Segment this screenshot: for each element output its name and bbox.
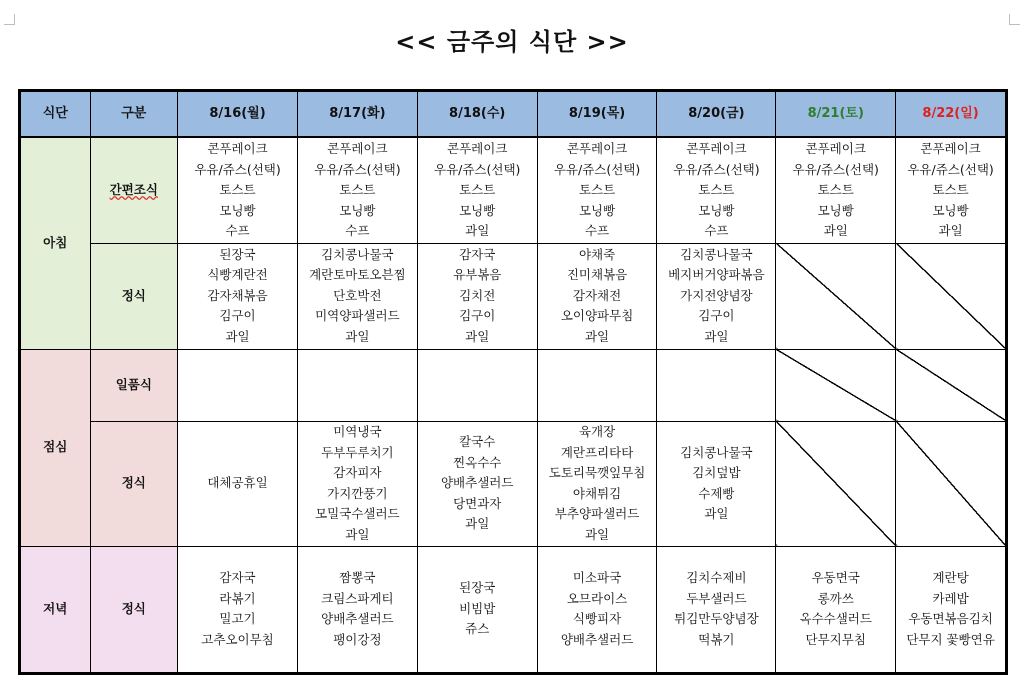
menu-item: 토스트 (219, 182, 256, 197)
menu-item: 고추오이무침 (201, 631, 274, 647)
menu-item: 단무지 꽃빵연유 (906, 631, 995, 647)
menu-item: 진미채볶음 (566, 267, 628, 283)
menu-item: 쥬스 (465, 621, 490, 637)
menu-item: 과일 (465, 516, 490, 532)
menu-cell (297, 137, 417, 243)
menu-item: 옥수수샐러드 (799, 611, 872, 626)
menu-cell (297, 546, 417, 673)
menu-cell (178, 243, 298, 349)
menu-item: 오므라이스 (566, 590, 628, 606)
menu-cell (178, 349, 298, 421)
meal-label-breakfast: 아침 (20, 137, 91, 349)
header-row (20, 91, 1007, 138)
menu-item: 콘푸레이크 (447, 141, 508, 156)
menu-item: 모닝빵 (459, 202, 496, 218)
menu-item: 토스트 (578, 182, 616, 197)
menu-item: 비빔밥 (459, 600, 496, 616)
menu-item: 짬뽕국 (339, 570, 376, 585)
menu-item: 김치덮밥 (692, 465, 741, 480)
menu-item: 감자피자 (333, 465, 382, 480)
menu-item: 크림스파게티 (321, 590, 394, 606)
menu-item: 두부샐러드 (686, 590, 747, 606)
menu-item: 수프 (704, 223, 729, 238)
menu-item: 과일 (704, 506, 729, 521)
menu-item: 감자국 (459, 246, 496, 262)
header-day-fri: 8/20(금) (657, 91, 776, 138)
menu-item: 우유/쥬스(선택) (907, 161, 994, 177)
menu-item: 모밀국수샐러드 (315, 506, 400, 521)
menu-cell (178, 421, 298, 546)
menu-item: 부추양파샐러드 (554, 506, 640, 521)
menu-item: 베지버거양파볶음 (668, 267, 765, 283)
menu-item: 우유/쥬스(선택) (673, 161, 760, 177)
menu-item: 모닝빵 (219, 202, 256, 218)
menu-item: 도토리묵깻잎무침 (548, 465, 646, 480)
empty-slashed-cell (776, 243, 896, 349)
menu-item: 감자채볶음 (207, 287, 268, 303)
lunch-single-row (20, 349, 1007, 421)
menu-item: 콘푸레이크 (207, 141, 268, 156)
menu-item: 대체공휴일 (207, 475, 268, 491)
header-type: 구분 (90, 91, 178, 138)
menu-item: 당면과자 (453, 495, 502, 511)
menu-item: 과일 (225, 328, 250, 344)
menu-item: 과일 (584, 526, 610, 542)
menu-cell (776, 137, 896, 243)
breakfast-regular-row (20, 243, 1007, 349)
menu-item: 찐옥수수 (453, 454, 502, 470)
menu-cell (657, 137, 776, 243)
menu-cell (657, 546, 776, 673)
menu-item: 감자채전 (572, 287, 622, 303)
menu-item: 과일 (704, 328, 729, 344)
menu-cell (297, 243, 417, 349)
menu-cell (417, 546, 537, 673)
menu-cell (417, 243, 537, 349)
empty-slashed-cell (896, 243, 1007, 349)
menu-cell (896, 137, 1007, 243)
menu-item: 김치콩나물국 (680, 246, 753, 262)
menu-item: 콘푸레이크 (566, 141, 628, 156)
menu-item: 미소파국 (572, 570, 622, 585)
menu-item: 콘푸레이크 (920, 141, 981, 156)
menu-item: 콘푸레이크 (805, 141, 866, 156)
menu-item: 모닝빵 (932, 202, 969, 218)
menu-item: 밀고기 (219, 611, 256, 626)
menu-item: 수프 (345, 223, 370, 238)
type-label-regular-lunch: 정식 (90, 421, 178, 546)
menu-item: 과일 (345, 526, 370, 542)
menu-cell (657, 243, 776, 349)
menu-cell (537, 243, 657, 349)
menu-item: 모닝빵 (339, 202, 376, 218)
menu-item: 라볶기 (219, 590, 256, 606)
menu-item: 미역양파샐러드 (315, 308, 400, 324)
menu-item: 과일 (584, 328, 610, 344)
menu-item: 야채튀김 (572, 485, 622, 501)
menu-item: 칼국수 (459, 434, 496, 450)
menu-item: 된장국 (459, 580, 496, 596)
menu-cell (896, 546, 1007, 673)
menu-cell (537, 546, 657, 673)
menu-item: 감자국 (219, 570, 256, 585)
menu-item: 콘푸레이크 (327, 141, 388, 156)
menu-item: 우유/쥬스(선택) (553, 161, 641, 177)
menu-item: 가지깐풍기 (327, 485, 388, 501)
menu-item: 육개장 (578, 424, 616, 439)
menu-item: 우유/쥬스(선택) (792, 161, 879, 177)
menu-item: 양배추샐러드 (321, 611, 394, 626)
menu-cell (297, 349, 417, 421)
type-label-text: 간편조식 (109, 182, 158, 197)
menu-cell (657, 349, 776, 421)
menu-item: 토스트 (459, 182, 496, 197)
menu-cell (417, 421, 537, 546)
type-label-regular-dinner: 정식 (90, 546, 178, 673)
menu-cell (178, 546, 298, 673)
menu-item: 유부볶음 (453, 267, 502, 283)
page-title: << 금주의 식단 >> (395, 28, 629, 56)
menu-item: 수제빵 (698, 485, 735, 501)
menu-item: 과일 (345, 328, 370, 344)
header-day-wed: 8/18(수) (417, 91, 537, 138)
menu-item: 김치콩나물국 (680, 444, 753, 460)
menu-item: 단호박전 (333, 287, 382, 303)
menu-item: 튀김만두양념장 (674, 611, 759, 626)
menu-item: 양배추샐러드 (560, 631, 634, 647)
menu-item: 토스트 (932, 182, 969, 197)
weekly-menu-table (18, 89, 1008, 675)
menu-item: 팽이강정 (333, 631, 382, 647)
menu-item: 모닝빵 (698, 202, 735, 218)
menu-item: 모닝빵 (817, 202, 854, 218)
menu-cell (417, 349, 537, 421)
meal-label-dinner: 저녁 (20, 546, 91, 673)
menu-cell (537, 137, 657, 243)
menu-cell (657, 421, 776, 546)
menu-item: 단무지무침 (805, 631, 866, 647)
menu-item: 계란토마토오븐찜 (309, 267, 406, 283)
menu-item: 식빵계란전 (207, 267, 268, 283)
empty-slashed-cell (776, 349, 896, 421)
menu-item: 식빵피자 (572, 611, 622, 626)
menu-item: 카레밥 (932, 590, 969, 606)
menu-item: 토스트 (698, 182, 735, 197)
menu-item: 롱까쓰 (817, 590, 854, 606)
menu-item: 양배추샐러드 (440, 475, 514, 491)
menu-item: 오이양파무침 (560, 308, 634, 324)
menu-item: 과일 (465, 328, 490, 344)
menu-item: 우유/쥬스(선택) (194, 161, 281, 177)
header-day-tue: 8/17(화) (297, 91, 417, 138)
menu-item: 수프 (225, 223, 250, 238)
empty-slashed-cell (896, 349, 1007, 421)
menu-item: 두부두루치기 (321, 444, 394, 460)
menu-cell (297, 421, 417, 546)
breakfast-simple-row (20, 137, 1007, 243)
menu-item: 우동면국 (811, 570, 860, 585)
menu-item: 과일 (823, 223, 848, 238)
menu-item: 가지전양념장 (680, 287, 753, 303)
header-day-mon: 8/16(월) (178, 91, 298, 138)
menu-item: 미역냉국 (333, 424, 382, 439)
menu-item: 과일 (465, 223, 490, 238)
menu-cell (417, 137, 537, 243)
type-label-simple-breakfast (90, 137, 178, 243)
menu-item: 김치전 (459, 287, 496, 303)
header-day-sun: 8/22(일) (896, 91, 1007, 138)
menu-item: 김구이 (219, 308, 256, 324)
menu-item: 우동면볶음김치 (908, 611, 993, 626)
empty-slashed-cell (896, 421, 1007, 546)
lunch-regular-row (20, 421, 1007, 546)
empty-slashed-cell (776, 421, 896, 546)
menu-item: 김구이 (698, 308, 735, 324)
menu-cell (537, 421, 657, 546)
menu-item: 김구이 (459, 308, 496, 324)
menu-cell (178, 137, 298, 243)
menu-item: 콘푸레이크 (686, 141, 747, 156)
type-label-single-lunch: 일품식 (90, 349, 178, 421)
meal-label-lunch: 점심 (20, 349, 91, 546)
menu-item: 계란프리타타 (560, 444, 634, 460)
menu-item: 토스트 (817, 182, 854, 197)
dinner-regular-row (20, 546, 1007, 673)
menu-item: 과일 (938, 223, 963, 238)
menu-item: 수프 (584, 223, 610, 238)
menu-cell (537, 349, 657, 421)
header-day-thu: 8/19(목) (537, 91, 657, 138)
menu-item: 떡볶기 (698, 631, 735, 647)
menu-item: 된장국 (219, 246, 256, 262)
menu-item: 토스트 (339, 182, 376, 197)
menu-item: 김치콩나물국 (321, 246, 394, 262)
menu-item: 김치수제비 (686, 570, 747, 585)
menu-item: 야채죽 (578, 246, 616, 262)
menu-item: 계란탕 (932, 570, 969, 585)
header-day-sat: 8/21(토) (776, 91, 896, 138)
menu-cell (776, 546, 896, 673)
menu-item: 모닝빵 (578, 202, 616, 218)
type-label-regular-breakfast: 정식 (90, 243, 178, 349)
menu-item: 우유/쥬스(선택) (314, 161, 401, 177)
menu-item: 우유/쥬스(선택) (434, 161, 521, 177)
header-meal: 식단 (20, 91, 91, 138)
